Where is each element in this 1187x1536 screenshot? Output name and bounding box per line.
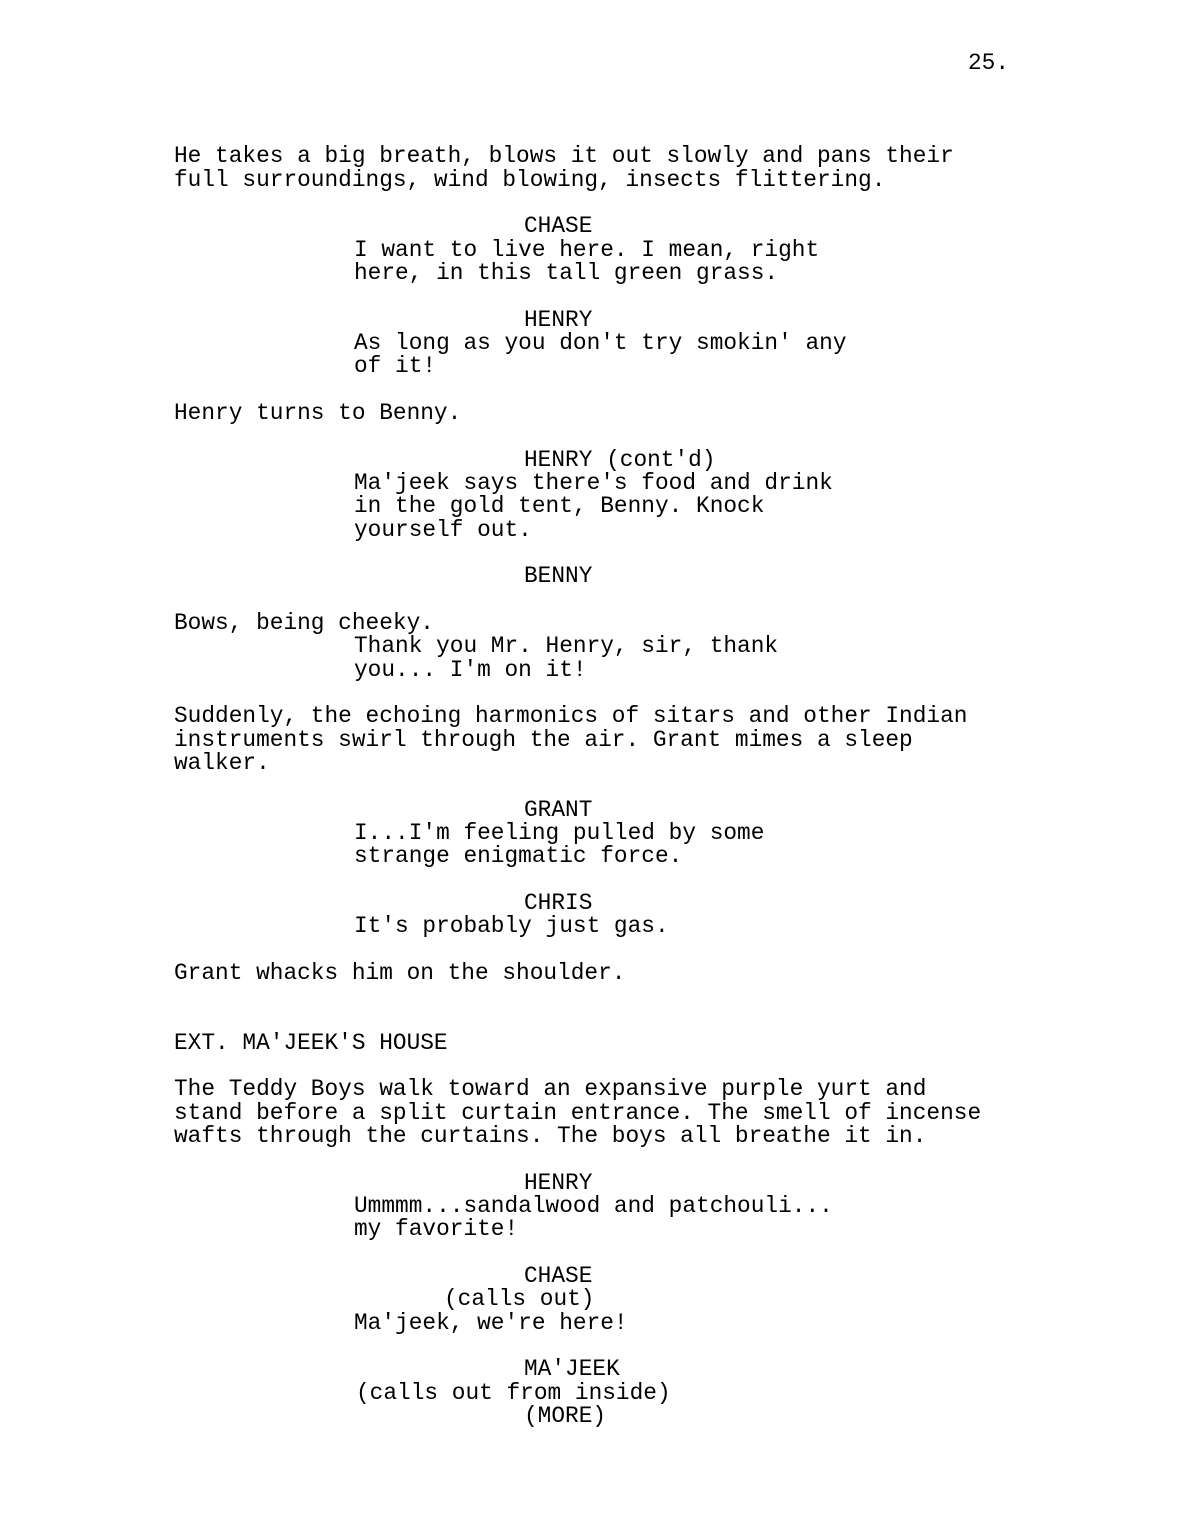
script-line-dialogue: As long as you don't try smokin' any xyxy=(354,329,847,356)
script-line-dialogue: my favorite! xyxy=(354,1216,519,1243)
script-line-action: full surroundings, wind blowing, insects flittering. xyxy=(174,166,886,193)
script-line-dialogue: I...I'm feeling pulled by some xyxy=(354,819,765,846)
script-line-action: Henry turns to Benny. xyxy=(174,399,462,426)
script-line-dialogue: of it! xyxy=(354,353,437,380)
script-line-blank xyxy=(174,1242,1187,1265)
script-line-blank xyxy=(174,938,1187,961)
script-line-action: instruments swirl through the air. Grant mimes a sleep xyxy=(174,726,913,753)
script-line-blank xyxy=(174,682,1187,705)
script-line-dialogue: It's probably just gas. xyxy=(354,913,669,940)
script-line-dialogue: Ma'jeek, we're here! xyxy=(354,1309,628,1336)
script-line-more: (MORE) xyxy=(524,1403,607,1430)
script-line-dialogue: I want to live here. I mean, right xyxy=(354,236,820,263)
script-line-character: CHASE xyxy=(524,213,593,240)
script-line-blank xyxy=(174,192,1187,215)
script-line-dialogue: yourself out. xyxy=(354,516,532,543)
script-line-action: Suddenly, the echoing harmonics of sitars and other Indian xyxy=(174,703,968,730)
script-line-scene-heading: EXT. MA'JEEK'S HOUSE xyxy=(174,1029,448,1056)
script-line-character: HENRY (cont'd) xyxy=(524,446,716,473)
script-line-blank xyxy=(174,1148,1187,1171)
script-line-action: Bows, being cheeky. xyxy=(174,609,434,636)
script-line-blank xyxy=(174,1335,1187,1358)
script-line-character: GRANT xyxy=(524,796,593,823)
script-line-action: The Teddy Boys walk toward an expansive purple yurt and xyxy=(174,1076,927,1103)
script-line-blank xyxy=(174,425,1187,448)
script-line-blank xyxy=(174,542,1187,565)
script-line-blank xyxy=(174,285,1187,308)
script-line-blank xyxy=(174,589,1187,612)
script-line-character: MA'JEEK xyxy=(524,1356,620,1383)
script-line-dialogue: you... I'm on it! xyxy=(354,656,587,683)
script-body xyxy=(174,145,1187,1428)
script-line-blank xyxy=(174,1008,1187,1031)
script-line-action: stand before a split curtain entrance. The smell of incense xyxy=(174,1099,982,1126)
script-line-blank xyxy=(174,1055,1187,1078)
script-line-blank xyxy=(174,775,1187,798)
script-line-dialogue: Ma'jeek says there's food and drink xyxy=(354,469,833,496)
script-line-dialogue: strange enigmatic force. xyxy=(354,843,683,870)
script-line-dialogue: in the gold tent, Benny. Knock xyxy=(354,493,765,520)
script-line-action: He takes a big breath, blows it out slowly and pans their xyxy=(174,143,954,170)
script-line-character: CHASE xyxy=(524,1263,593,1290)
script-line-blank xyxy=(174,985,1187,1008)
script-line-blank xyxy=(174,379,1187,402)
script-line-parenthetical: (calls out) xyxy=(444,1286,595,1313)
script-line-action: walker. xyxy=(174,749,270,776)
script-line-blank xyxy=(174,869,1187,892)
script-line-parenthetical-long: (calls out from inside) xyxy=(356,1379,671,1406)
script-line-dialogue: here, in this tall green grass. xyxy=(354,259,779,286)
script-line-action: Grant whacks him on the shoulder. xyxy=(174,959,626,986)
script-line-character: CHRIS xyxy=(524,889,593,916)
script-line-character: HENRY xyxy=(524,306,593,333)
script-line-action: wafts through the curtains. The boys all breathe it in. xyxy=(174,1123,927,1150)
page-number: 25. xyxy=(968,50,1010,76)
script-line-character: HENRY xyxy=(524,1169,593,1196)
script-line-dialogue: Thank you Mr. Henry, sir, thank xyxy=(354,633,779,660)
script-line-dialogue: Ummmm...sandalwood and patchouli... xyxy=(354,1193,833,1220)
script-line-character: BENNY xyxy=(524,563,593,590)
top-margin-spacer xyxy=(174,75,1187,145)
